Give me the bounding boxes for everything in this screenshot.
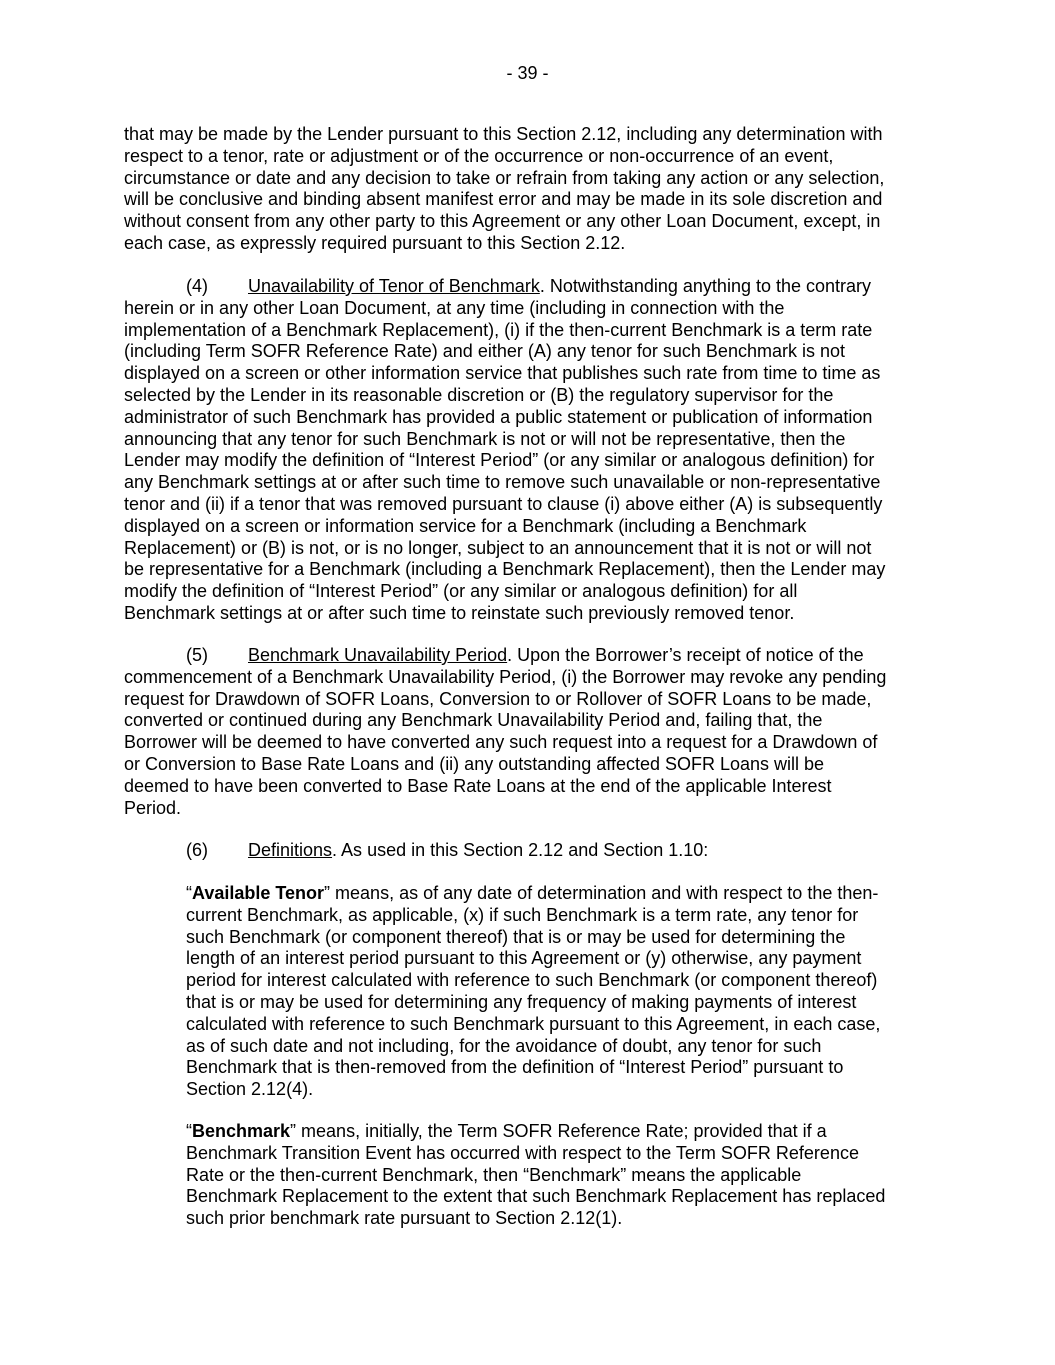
text-line: be representative for a Benchmark (including a Benchmark Replacement), then the Lender may (124, 559, 886, 580)
section-heading: Benchmark Unavailability Period (248, 645, 508, 665)
text: . Notwithstanding anything to the contrary (539, 276, 872, 296)
section-number: (4) (186, 276, 208, 296)
text-line: calculated with reference to such Benchmark pursuant to this Agreement, in each case, (186, 1013, 881, 1034)
text-line: respect to a tenor, rate or adjustment or of the occurrence or non-occurrence of an event, (124, 145, 834, 166)
quote: “ (186, 1121, 192, 1141)
text-line: implementation of a Benchmark Replacement), (i) if the then-current Benchmark is a term rate (124, 319, 873, 340)
text: ” means, as of any date of determination and with respect to the then- (324, 883, 879, 903)
text-line: Rate or the then-current Benchmark, then “Benchmark” means the applicable (186, 1164, 802, 1185)
text-line: commencement of a Benchmark Unavailability Period, (i) the Borrower may revoke any pending (124, 666, 887, 687)
text-line: Borrower will be deemed to have converted any such request into a request for a Drawdown of (124, 732, 878, 753)
text-line: that may be made by the Lender pursuant to this Section 2.12, including any determination with (124, 124, 883, 144)
paragraph-5-benchmark-unavailability-period (124, 645, 944, 819)
paragraph-continuation (124, 124, 944, 255)
text-line: request for Drawdown of SOFR Loans, Conversion to or Rollover of SOFR Loans to be made, (124, 688, 872, 709)
section-number: (6) (186, 840, 208, 860)
page-number: - 39 - (506, 63, 549, 83)
text: . Upon the Borrower’s receipt of notice of the (507, 645, 864, 665)
text-line: without consent from any other party to this Agreement or any other Loan Document, except, in (124, 211, 881, 232)
text: ” means, initially, the Term SOFR Reference Rate; provided that if a (290, 1121, 827, 1141)
text-line: converted or continued during any Benchmark Unavailability Period and, failing that, the (124, 710, 823, 731)
text-line: Benchmark Replacement to the extent that such Benchmark Replacement has replaced (186, 1186, 886, 1207)
section-number: (5) (186, 645, 208, 665)
definition-available-tenor (186, 883, 946, 1101)
text-line: period for interest calculated with reference to such Benchmark (or component thereof) (186, 970, 878, 991)
text-line: Benchmark that is then-removed from the definition of “Interest Period” pursuant to (186, 1057, 844, 1078)
quote: “ (186, 883, 192, 903)
text: . As used in this Section 2.12 and Section 1.10: (332, 840, 709, 860)
defined-term: Available Tenor (192, 883, 325, 903)
section-heading: Unavailability of Tenor of Benchmark (248, 276, 540, 296)
text-line: Section 2.12(4). (186, 1079, 314, 1100)
definition-benchmark (186, 1121, 946, 1230)
text-line: announcing that any tenor for such Benchmark is not or will not be representative, then the (124, 428, 846, 449)
text-line: that is or may be used for determining any frequency of making payments of interest (186, 991, 857, 1012)
defined-term: Benchmark (192, 1121, 291, 1141)
text-line: such Benchmark (or component thereof) that is or may be used for determining the (186, 926, 846, 947)
text-line: each case, as expressly required pursuant to this Section 2.12. (124, 232, 626, 253)
text-line: Period. (124, 797, 182, 818)
text-line: tenor and (ii) if a tenor that was removed pursuant to clause (i) above either (A) is subsequently (124, 493, 883, 514)
text-line: administrator of such Benchmark has provided a public statement or publication of information (124, 406, 873, 427)
text-line: selected by the Lender in its reasonable discretion or (B) the regulatory supervisor for the (124, 384, 834, 405)
text-line: herein or in any other Loan Document, at any time (including in connection with the (124, 297, 785, 318)
section-heading: Definitions (248, 840, 333, 860)
text-line: any Benchmark settings at or after such time to remove such unavailable or non-representative (124, 472, 881, 493)
text-line: current Benchmark, as applicable, (x) if such Benchmark is a term rate, any tenor for (186, 904, 859, 925)
text-line: as of such date and not including, for the avoidance of doubt, any tenor for such (186, 1035, 822, 1056)
text-line: modify the definition of “Interest Period” (or any similar or analogous definition) for all (124, 581, 798, 602)
text-line: circumstance or date and any decision to take or refrain from taking any action or any selection, (124, 167, 885, 188)
paragraph-6-definitions (124, 840, 944, 862)
text-line: displayed on a screen or information service for a Benchmark (including a Benchmark (124, 515, 807, 536)
text-line: length of an interest period pursuant to this Agreement or (y) otherwise, any payment (186, 948, 862, 969)
text-line: (including Term SOFR Reference Rate) and either (A) any tenor for such Benchmark is not (124, 341, 845, 362)
text-line: Replacement) or (B) is not, or is no longer, subject to an announcement that it is not or will not (124, 537, 872, 558)
paragraph-4-unavailability-of-tenor (124, 276, 944, 625)
text-line: Lender may modify the definition of “Interest Period” (or any similar or analogous definition) for (124, 450, 875, 471)
text-line: or Conversion to Base Rate Loans and (ii) any outstanding affected SOFR Loans will be (124, 753, 825, 774)
text-line: Benchmark Transition Event has occurred with respect to the Term SOFR Reference (186, 1142, 859, 1163)
text-line: displayed on a screen or other information service that publishes such rate from time to time as (124, 363, 881, 384)
text-line: such prior benchmark rate pursuant to Section 2.12(1). (186, 1208, 623, 1229)
text-line: Benchmark settings at or after such time to reinstate such previously removed tenor. (124, 602, 795, 623)
text-line: will be conclusive and binding absent manifest error and may be made in its sole discretion and (124, 189, 883, 210)
text-line: deemed to have been converted to Base Rate Loans at the end of the applicable Interest (124, 775, 832, 796)
